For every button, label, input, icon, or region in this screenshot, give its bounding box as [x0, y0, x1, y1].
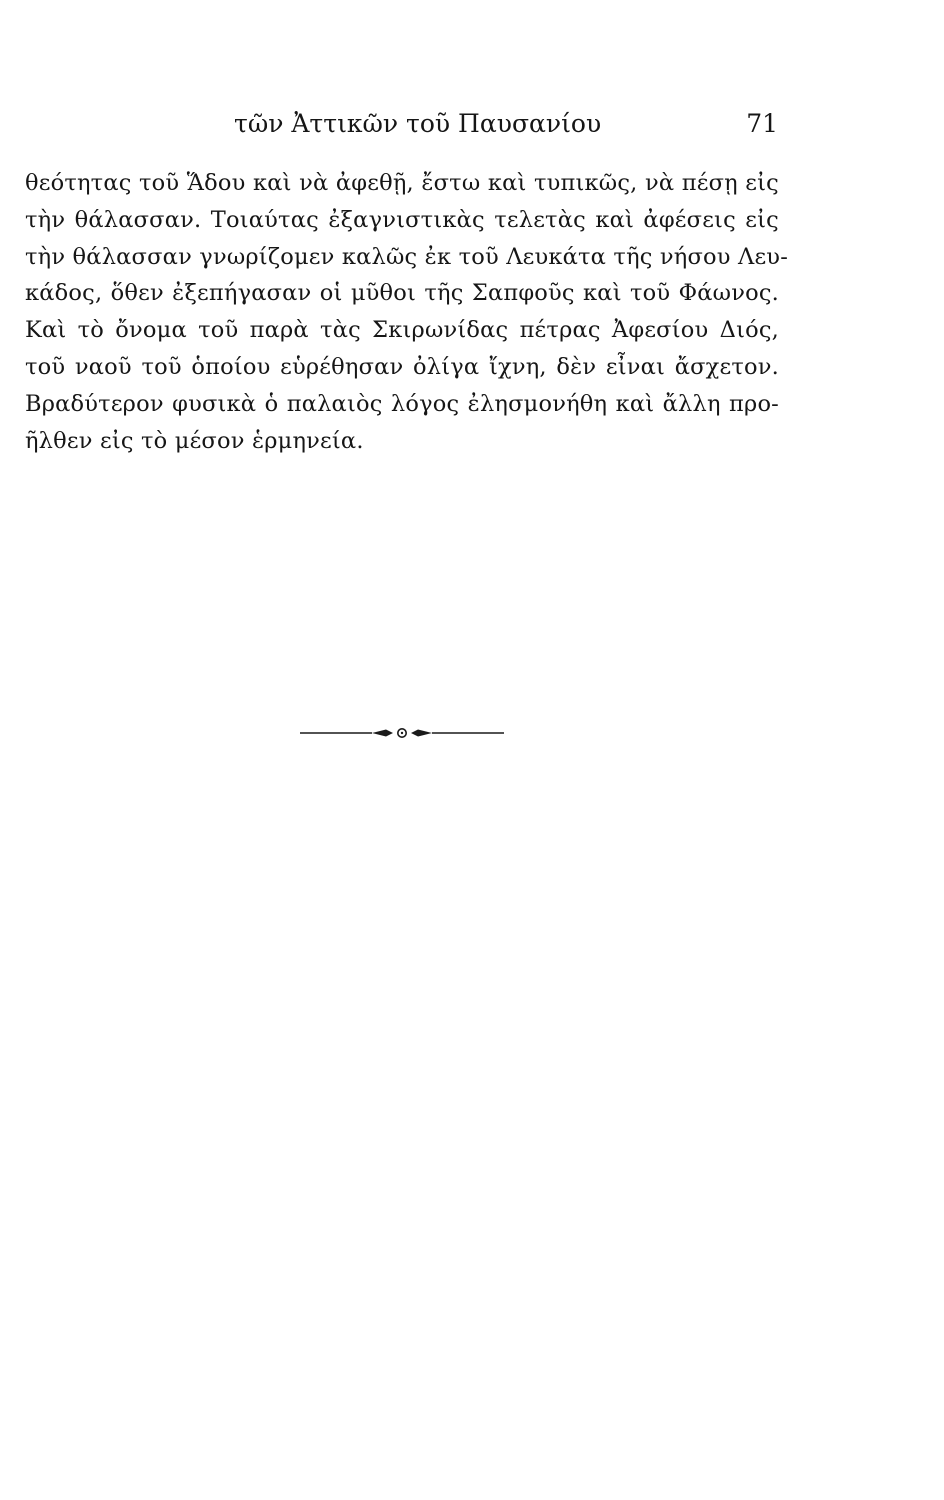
body-paragraph: [25, 165, 788, 459]
text-line: κάδος, ὅθεν ἐξεπήγασαν οἱ μῦθοι τῆς Σαπφοῦς καὶ τοῦ Φάωνος.: [25, 280, 779, 307]
text-line: Βραδύτερον φυσικὰ ὁ παλαιὸς λόγος ἐλησμονήθη καὶ ἄλλη προ-: [25, 390, 779, 417]
page-number: 71: [746, 109, 778, 138]
text-line: τὴν θάλασσαν. Τοιαύτας ἐξαγνιστικὰς τελετὰς καὶ ἀφέσεις εἰς: [25, 206, 779, 233]
section-end-ornament-icon: [300, 721, 504, 745]
text-line: τὴν θάλασσαν γνωρίζομεν καλῶς ἐκ τοῦ Λευκάτα τῆς νήσου Λευ-: [25, 243, 788, 270]
text-line: θεότητας τοῦ Ἅδου καὶ νὰ ἀφεθῇ, ἔστω καὶ τυπικῶς, νὰ πέσῃ εἰς: [25, 170, 779, 196]
running-title: τῶν Ἀττικῶν τοῦ Παυσανίου: [234, 109, 602, 138]
text-line: τοῦ ναοῦ τοῦ ὁποίου εὑρέθησαν ὀλίγα ἴχνη, δὲν εἶναι ἄσχετον.: [25, 353, 779, 380]
running-head: [28, 104, 778, 144]
text-line: Καὶ τὸ ὄνομα τοῦ παρὰ τὰς Σκιρωνίδας πέτρας Ἀφεσίου Διός,: [25, 317, 779, 344]
text-line-last: ῆλθεν εἰς τὸ μέσον ἑρμηνεία.: [25, 427, 364, 454]
